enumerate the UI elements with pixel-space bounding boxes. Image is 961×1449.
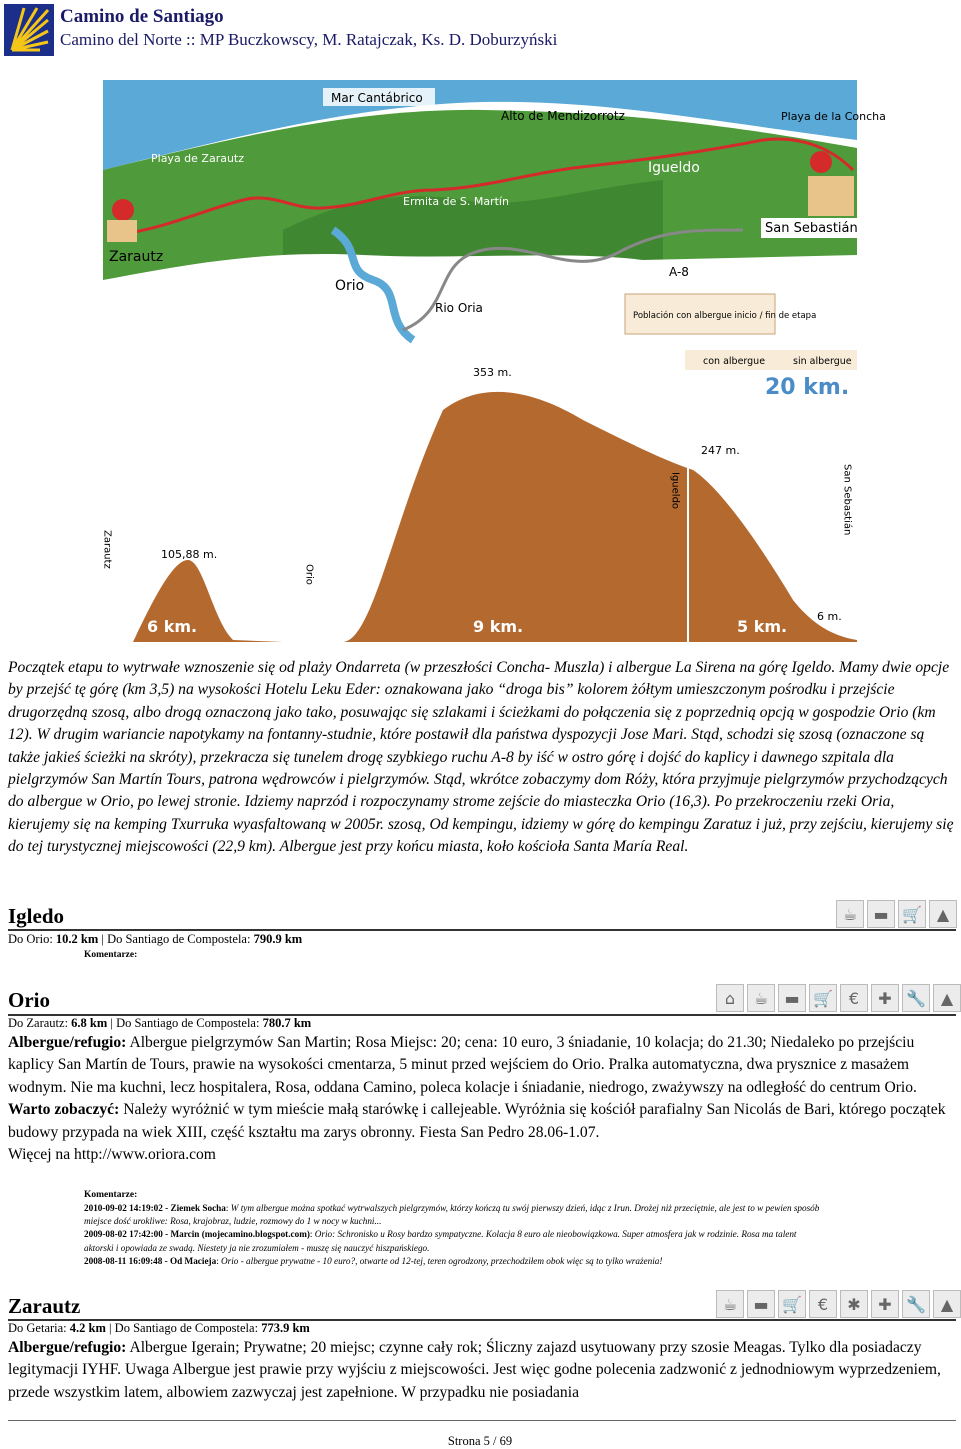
- comments-label: Komentarze:: [84, 1190, 138, 1200]
- map-label-san-sebastian: San Sebastián: [765, 221, 858, 236]
- distance-orio: Do Zarautz: 6.8 km | Do Santiago de Compostela: 780.7 km: [8, 1016, 312, 1030]
- profile-total: 20 km.: [765, 375, 850, 400]
- map-label-ermita: Ermita de S. Martín: [403, 195, 509, 208]
- page-number: Strona 5 / 69: [447, 1434, 513, 1448]
- section-divider: [8, 929, 956, 931]
- profile-vertical-orio: Orio: [303, 564, 315, 585]
- cross-icon: ✚: [871, 1290, 899, 1318]
- profile-vertical-igueldo: Igueldo: [669, 472, 681, 510]
- header-title: Camino de Santiago: [60, 6, 224, 27]
- cross-icon: ✚: [871, 984, 899, 1012]
- bed-icon: ▬: [747, 1290, 775, 1318]
- orio-description: Albergue/refugio: Albergue pielgrzymów San Martin; Rosa Miejsc: 20; cena: 10 euro, 3 śniadanie, 10 kolacja; do 21.30; Niedaleko po przejściu kaplicy San Martín de Tours, prawie na wysokości cmentarza, 5 minut przed wejściem do Orio. Pralka automatyczna, dwa prysznice z masażem wodnym. Nie ma kuchni, lecz hospitalera, Rosa, oddana Camino, poleca kolacje i śniadanie, niedrogo, zważywszy na odległość do centrum Orio. Warto zobaczyć: Należy wyróżnić w tym mieście małą starówkę i callejeable. Wyróżnia się kościół parafialny San Nicolás de Bari, którego początek budowy przypada na wiek XIII, część kształtu ma zarys obronny. Fiesta San Pedro 28.06-1.07. Więcej na http://www.oriora.com: [8, 1034, 946, 1164]
- cart-icon: 🛒: [898, 900, 926, 928]
- comment-item: 2010-09-02 14:19:02 - Ziemek Socha: W tym albergue można spotkać wytrwalszych pielgrzymów, którzy kończą tu swój pierwszy dzień, idąc z Irun. Drożej niż przeciętnie, ale jest to w pewien sposób miejsce dość urokliwe: Rosa, krajobraz, ludzie, rozmowy do 1 w nocy w kuchni...: [84, 1203, 820, 1227]
- medical-icon: ✱: [840, 1290, 868, 1318]
- profile-zarautz-alt: 105,88 m.: [161, 548, 218, 561]
- distance-zarautz: Do Getaria: 4.2 km | Do Santiago de Compostela: 773.9 km: [8, 1321, 310, 1335]
- profile-igueldo-alt: 247 m.: [701, 444, 740, 457]
- section-title-orio: Orio: [8, 988, 50, 1012]
- service-icons-zarautz: [716, 1290, 961, 1318]
- bed-icon: ▬: [867, 900, 895, 928]
- map-label-igueldo: Igueldo: [648, 160, 700, 176]
- page-header: [0, 0, 960, 60]
- wrench-icon: 🔧: [902, 984, 930, 1012]
- mountain-icon: ▲: [933, 1290, 961, 1318]
- map-label-zarautz: Zarautz: [109, 249, 164, 265]
- cup-icon: ☕: [836, 900, 864, 928]
- cup-icon: ☕: [716, 1290, 744, 1318]
- comment-item: 2008-08-11 16:09:48 - Od Macieja: Orio - albergue prywatne - 10 euro?, otwarte od 12-tej, teren ogrodzony, przechodziłem obok więc są to tylko wrażenia!: [84, 1255, 663, 1266]
- profile-seg1: 6 km.: [147, 617, 198, 636]
- house-icon: ⌂: [716, 984, 744, 1012]
- profile-vertical-zarautz: Zarautz: [101, 530, 113, 569]
- service-icons-igeldo: [836, 900, 957, 928]
- scallop-shell-logo: [4, 4, 54, 56]
- map-legend-sin: sin albergue: [793, 356, 852, 367]
- bed-icon: ▬: [778, 984, 806, 1012]
- map-label-a8: A-8: [669, 265, 689, 279]
- profile-peak: 353 m.: [473, 366, 512, 379]
- map-legend-con: con albergue: [703, 356, 766, 367]
- profile-end-alt: 6 m.: [817, 610, 842, 623]
- mountain-icon: ▲: [933, 984, 961, 1012]
- map-label-playa-concha: Playa de la Concha: [781, 110, 886, 123]
- comment-item: 2009-08-02 17:42:00 - Marcin (mojecamino.blogspot.com): Orio: Schronisko u Rosy bardzo sympatyczne. Kolacja 8 euro ale nieobowiązkowa. Super atmosfera jak w rodzinie. Rosa ma talent aktorski i opowiada ze swadą. Niestety ja nie zrozumiałem - muszę się nauczyć hiszpańskiego.: [84, 1229, 797, 1253]
- more-info-link[interactable]: Więcej na http://www.oriora.com: [8, 1146, 216, 1164]
- euro-icon: €: [840, 984, 868, 1012]
- header-subtitle: Camino del Norte :: MP Buczkowscy, M. Ratajczak, Ks. D. Doburzyński: [60, 30, 558, 49]
- map-label-sea: Mar Cantábrico: [331, 91, 423, 105]
- route-map: [101, 80, 886, 642]
- section-title-igeldo: Igledo: [8, 904, 65, 928]
- map-label-orio: Orio: [335, 278, 365, 294]
- profile-seg2: 9 km.: [473, 617, 524, 636]
- cup-icon: ☕: [747, 984, 775, 1012]
- section-title-zarautz: Zarautz: [8, 1294, 81, 1318]
- profile-seg3: 5 km.: [737, 617, 788, 636]
- profile-vertical-ss: San Sebastián: [841, 464, 853, 536]
- wrench-icon: 🔧: [902, 1290, 930, 1318]
- zarautz-description: Albergue/refugio: Albergue Igerain; Prywatne; 20 miejsc; czynne cały rok; Śliczny zajazd usytuowany przy szosie Meagas. Tylko dla posiadaczy legitymacji IYHF. Uwaga Albergue jest prawie przy wyjściu z miejscowości. Jest więc godne polecenia zadzwonić z jednodniowym wyprzedzeniem, przede wszystkim latem, albowiem zazwyczaj jest zapełnione. W przypadku nie posiadania: [8, 1339, 941, 1401]
- cart-icon: 🛒: [778, 1290, 806, 1318]
- map-legend-poblacion: Población con albergue inicio / fin de etapa: [633, 311, 817, 321]
- map-label-rio: Rio Oria: [435, 301, 483, 315]
- cart-icon: 🛒: [809, 984, 837, 1012]
- shell-marker-sansebastian: [810, 151, 832, 173]
- footer-divider: [8, 1420, 956, 1421]
- euro-icon: €: [809, 1290, 837, 1318]
- distance-igeldo: Do Orio: 10.2 km | Do Santiago de Compostela: 790.9 km: [8, 932, 303, 946]
- comments-list: [84, 1202, 824, 1268]
- map-label-pass: Alto de Mendizorrotz: [501, 109, 625, 123]
- shell-marker-zarautz: [112, 199, 134, 221]
- mountain-icon: ▲: [929, 900, 957, 928]
- service-icons-orio: [716, 984, 961, 1012]
- stage-intro: Początek etapu to wytrwałe wznoszenie się od plaży Ondarreta (w przeszłości Concha- Muszla) i albergue La Sirena na górę Igeldo. Mamy dwie opcje by przejść tę górę (km 3,5) na wysokości Hotelu Leku Eder: oznakowana jako “droga bis” kolorem żółtym umieszczonym pośrodku i przejście drugorzędną szosą, albo drogą oznaczoną jako tako, posuwając się szlakami i ścieżkami do połączenia się z poprzednią opcją w gospodzie Orio (km 12). W drugim wariancie napotykamy na fontanny-studnie, które postawił dla państwa dyspozycji Jose Mari. Stąd, schodzi się szosą (oznaczone są także jakieś ścieżki na skróty), przekracza się tunelem drogę szybkiego ruchu A-8 by iść w ostro górę i dojść do kaplicy i dawnego szpitala dla pielgrzymów San Martín Tours, patrona wędrowców i pielgrzymów. Stąd, wkrótce zobaczymy dom Róży, która przyjmuje pielgrzymów przychodzących do albergue w Orio, po lewej stronie. Idziemy naprzód i rozpoczynamy strome zejście do miasteczka Orio (16,3). Po przekroczeniu rzeki Oria, kierujemy się na kemping Txurruka wyasfaltowaną w 2005r. szosą, Od kempingu, idziemy w górę do kempingu Zaratuz i już, przy zejściu, kierujemy się do tej turystycznej miejscowości (22,9 km). Albergue jest przy końcu miasta, koło kościoła Santa María Real.: [8, 659, 954, 856]
- map-label-playa-zarautz: Playa de Zarautz: [151, 152, 245, 165]
- comments-label: Komentarze:: [84, 950, 138, 960]
